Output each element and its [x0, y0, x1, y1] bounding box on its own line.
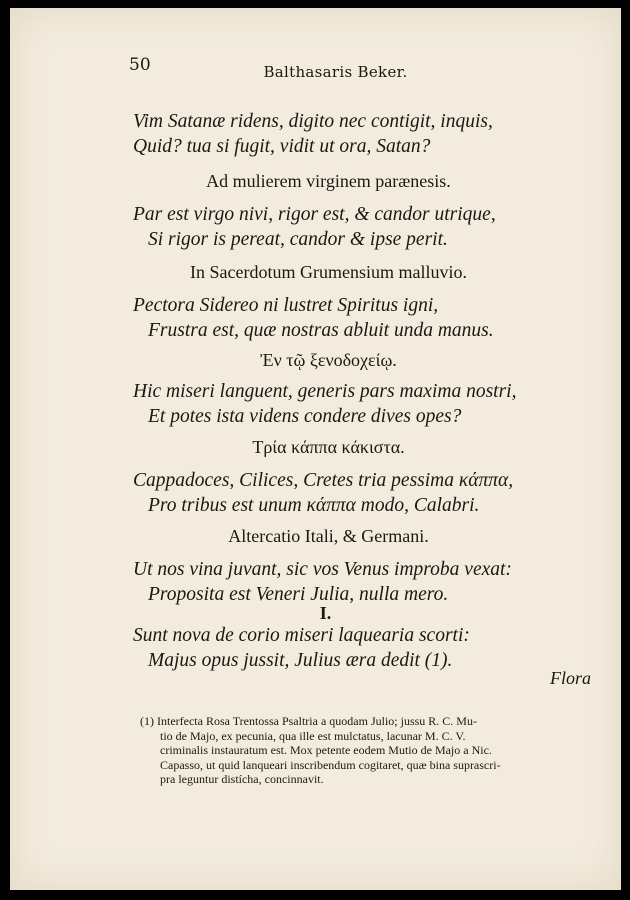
verse-line: Et potes ista videns condere dives opes?	[148, 406, 462, 427]
footnote-line: pra leguntur distícha, concinnavit.	[160, 772, 324, 786]
verse-line: Par est virgo nivi, rigor est, & candor utrique,	[133, 204, 496, 225]
poem-title: Τρία κάππα κάκιστα.	[252, 437, 405, 457]
footnote-line: (1) Interfecta Rosa Trentossa Psaltria a quodam Julio; jussu R. C. Mu-	[140, 714, 477, 728]
book-page	[10, 8, 621, 890]
verse-line: Sunt nova de corio miseri laquearia scorti:	[133, 625, 470, 646]
running-head: Balthasaris Beker.	[263, 63, 408, 81]
poem-title: Ad mulierem virginem parænesis.	[206, 171, 451, 191]
verse-line: Proposita est Veneri Julia, nulla mero.	[148, 584, 449, 605]
poem-title: Ἐν τῷ ξενοδοχείῳ.	[260, 350, 397, 370]
verse-line: Majus opus jussit, Julius æra dedit (1).	[148, 650, 453, 671]
footnote	[140, 714, 602, 787]
footnote-line: Capasso, ut quid lanqueari inscribendum cogitaret, quæ bina suprascri-	[160, 757, 501, 772]
catchword: Flora	[549, 668, 591, 688]
verse-line: Frustra est, quæ nostras abluit unda manus.	[148, 320, 494, 341]
verse-line: Cappadoces, Cilices, Cretes tria pessima κάππα,	[133, 470, 514, 491]
verse-line: Hic miseri languent, generis pars maxima nostri,	[133, 381, 517, 402]
verse-line: Pro tribus est unum κάππα modo, Calabri.	[148, 495, 480, 516]
verse-line: Ut nos vina juvant, sic vos Venus improba vexat:	[133, 559, 512, 580]
footnote-line: tio de Majo, ex pecunia, qua ille est mulctatus, lacunar M. C. V.	[160, 728, 466, 743]
footnote-line: criminalis instauratum est. Mox petente eodem Mutio de Majo a Nic.	[160, 743, 492, 757]
poem-title: Altercatio Itali, & Germani.	[228, 526, 429, 546]
verse-line: Si rigor is pereat, candor & ipse perit.	[148, 229, 448, 250]
page-number: 50	[129, 55, 151, 75]
verse-line: Vim Satanæ ridens, digito nec contigit, inquis,	[133, 111, 493, 132]
poem-title: In Sacerdotum Grumensium malluvio.	[190, 262, 467, 282]
verse-line: Quid? tua si fugit, vidit ut ora, Satan?	[133, 136, 431, 157]
poem-numeral: I.	[319, 603, 332, 623]
verse-line: Pectora Sidereo ni lustret Spiritus igni,	[133, 295, 439, 316]
